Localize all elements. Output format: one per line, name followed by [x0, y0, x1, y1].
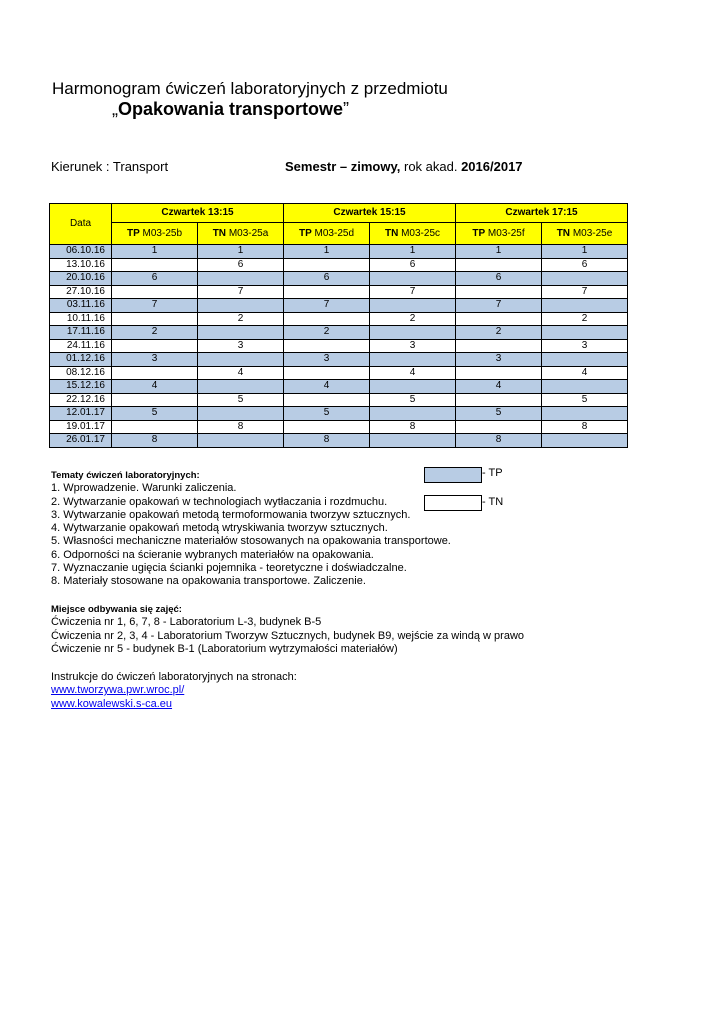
date-cell: 10.11.16 — [50, 312, 112, 326]
date-cell: 03.11.16 — [50, 299, 112, 313]
semestr-info — [285, 159, 523, 174]
date-cell: 06.10.16 — [50, 245, 112, 259]
session-cell: 5 — [198, 393, 284, 407]
column-code: M03-25b — [139, 227, 183, 239]
column-type: TP — [126, 227, 140, 239]
session-cell: 2 — [284, 326, 370, 340]
session-cell: 2 — [370, 312, 456, 326]
session-cell: 4 — [284, 380, 370, 394]
session-cell — [456, 312, 542, 326]
session-cell — [198, 353, 284, 367]
session-cell — [198, 380, 284, 394]
topic-item: 1. Wprowadzenie. Warunki zaliczenia. — [51, 482, 237, 495]
session-cell — [542, 299, 628, 313]
column-header — [370, 223, 456, 245]
session-cell — [370, 407, 456, 421]
session-cell: 7 — [198, 285, 284, 299]
date-cell: 15.12.16 — [50, 380, 112, 394]
session-cell: 1 — [198, 245, 284, 259]
session-cell — [542, 272, 628, 286]
column-header — [112, 223, 198, 245]
column-type: TP — [298, 227, 312, 239]
session-cell — [284, 285, 370, 299]
session-cell — [456, 258, 542, 272]
session-cell — [370, 434, 456, 448]
session-cell — [456, 339, 542, 353]
column-header — [456, 223, 542, 245]
date-cell: 08.12.16 — [50, 366, 112, 380]
session-cell: 1 — [284, 245, 370, 259]
column-type: TP — [472, 227, 486, 239]
session-cell — [370, 299, 456, 313]
table-row — [50, 339, 628, 353]
data-header: Data — [50, 204, 112, 245]
group-header: Czwartek 17:15 — [456, 204, 628, 223]
date-cell: 01.12.16 — [50, 353, 112, 367]
session-cell: 1 — [112, 245, 198, 259]
topic-item: 2. Wytwarzanie opakowań w technologiach wytłaczania i rozdmuchu. — [51, 495, 388, 508]
open-quote: „ — [112, 99, 118, 119]
session-cell — [542, 434, 628, 448]
session-cell: 6 — [370, 258, 456, 272]
table-row — [50, 353, 628, 367]
topic-item: 4. Wytwarzanie opakowań metodą wtryskiwania tworzyw sztucznych. — [51, 522, 388, 535]
date-cell: 26.01.17 — [50, 434, 112, 448]
date-cell: 20.10.16 — [50, 272, 112, 286]
table-row — [50, 326, 628, 340]
session-cell — [198, 407, 284, 421]
session-cell: 6 — [198, 258, 284, 272]
table-row — [50, 366, 628, 380]
column-code: M03-25e — [570, 227, 613, 239]
session-cell — [456, 393, 542, 407]
place-item: Ćwiczenie nr 5 - budynek B-1 (Laboratorium wytrzymałości materiałów) — [51, 642, 398, 655]
session-cell — [112, 258, 198, 272]
date-cell: 27.10.16 — [50, 285, 112, 299]
table-row — [50, 285, 628, 299]
session-cell — [542, 407, 628, 421]
session-cell: 3 — [198, 339, 284, 353]
session-cell — [284, 420, 370, 434]
session-cell: 4 — [198, 366, 284, 380]
session-cell — [284, 312, 370, 326]
session-cell: 7 — [112, 299, 198, 313]
topic-item: 3. Wytwarzanie opakowań metodą termoformowania tworzyw sztucznych. — [51, 508, 411, 521]
places-block — [51, 603, 524, 656]
date-cell: 13.10.16 — [50, 258, 112, 272]
session-cell: 3 — [542, 339, 628, 353]
session-cell: 3 — [112, 353, 198, 367]
session-cell: 2 — [456, 326, 542, 340]
session-cell: 6 — [112, 272, 198, 286]
session-cell — [370, 353, 456, 367]
session-cell — [112, 339, 198, 353]
session-cell: 4 — [542, 366, 628, 380]
subject-title — [112, 99, 349, 120]
session-cell — [456, 366, 542, 380]
column-header — [198, 223, 284, 245]
session-cell — [198, 272, 284, 286]
date-cell: 12.01.17 — [50, 407, 112, 421]
table-row — [50, 258, 628, 272]
session-cell — [284, 258, 370, 272]
kierunek: Kierunek : Transport — [51, 159, 169, 174]
rok-label: rok akad. — [400, 159, 462, 174]
instructions-text: Instrukcje do ćwiczeń laboratoryjnych na stronach: — [51, 671, 297, 683]
session-cell: 6 — [284, 272, 370, 286]
session-cell: 7 — [542, 285, 628, 299]
semestr-label: Semestr — [285, 159, 337, 174]
session-cell: 6 — [542, 258, 628, 272]
session-cell — [284, 366, 370, 380]
link-tworzywa[interactable]: www.tworzywa.pwr.wroc.pl/ — [51, 684, 185, 697]
table-row — [50, 407, 628, 421]
session-cell — [542, 326, 628, 340]
table-row — [50, 245, 628, 259]
session-cell: 1 — [456, 245, 542, 259]
session-cell: 8 — [112, 434, 198, 448]
session-cell: 6 — [456, 272, 542, 286]
date-cell: 24.11.16 — [50, 339, 112, 353]
session-cell: 2 — [112, 326, 198, 340]
legend-tn-label: - TN — [482, 496, 504, 508]
session-cell: 5 — [456, 407, 542, 421]
session-cell: 3 — [284, 353, 370, 367]
session-cell — [370, 272, 456, 286]
session-cell — [198, 326, 284, 340]
column-code: M03-25c — [398, 227, 441, 239]
place-item: Ćwiczenia nr 2, 3, 4 - Laboratorium Tworzyw Sztucznych, budynek B9, wejście za windą w prawo — [51, 629, 525, 642]
session-cell — [542, 380, 628, 394]
session-cell: 8 — [370, 420, 456, 434]
session-cell — [284, 393, 370, 407]
session-cell — [112, 312, 198, 326]
session-cell — [456, 285, 542, 299]
session-cell: 5 — [370, 393, 456, 407]
session-cell: 7 — [456, 299, 542, 313]
session-cell: 7 — [370, 285, 456, 299]
topics-block — [51, 469, 451, 589]
session-cell: 5 — [542, 393, 628, 407]
column-code: M03-25f — [485, 227, 525, 239]
column-header — [542, 223, 628, 245]
session-cell — [284, 339, 370, 353]
session-cell — [542, 353, 628, 367]
table-row — [50, 312, 628, 326]
close-quote: ” — [343, 99, 350, 119]
session-cell: 4 — [370, 366, 456, 380]
places-heading: Miejsce odbywania się zajęć: — [51, 604, 182, 615]
group-header: Czwartek 13:15 — [112, 204, 284, 223]
topic-item: 5. Własności mechaniczne materiałów stosowanych na opakowania transportowe. — [51, 535, 451, 548]
table-row — [50, 272, 628, 286]
link-kowalewski[interactable]: www.kowalewski.s-ca.eu — [51, 697, 173, 710]
table-row — [50, 434, 628, 448]
session-cell: 1 — [370, 245, 456, 259]
topic-item: 6. Odporności na ścieranie wybranych materiałów na opakowania. — [51, 548, 374, 561]
session-cell: 3 — [370, 339, 456, 353]
session-cell: 4 — [456, 380, 542, 394]
session-cell — [198, 299, 284, 313]
session-cell — [112, 393, 198, 407]
session-cell: 4 — [112, 380, 198, 394]
topic-item: 8. Materiały stosowane na opakowania transportowe. Zaliczenie. — [51, 575, 366, 588]
session-cell — [370, 380, 456, 394]
column-code: M03-25a — [226, 227, 269, 239]
legend-tp-label: - TP — [482, 467, 503, 479]
table-row — [50, 420, 628, 434]
date-cell: 17.11.16 — [50, 326, 112, 340]
topics-heading: Tematy ćwiczeń laboratoryjnych: — [51, 470, 200, 481]
session-cell: 3 — [456, 353, 542, 367]
column-type: TN — [556, 227, 571, 239]
session-cell: 2 — [542, 312, 628, 326]
instructions-block — [51, 671, 297, 711]
date-cell: 22.12.16 — [50, 393, 112, 407]
table-row — [50, 393, 628, 407]
rok-value: 2016/2017 — [461, 159, 523, 174]
semestr-value: – zimowy, — [336, 159, 401, 174]
column-code: M03-25d — [311, 227, 355, 239]
session-cell: 2 — [198, 312, 284, 326]
session-cell — [112, 285, 198, 299]
subject-name: Opakowania transportowe — [118, 99, 344, 119]
group-header: Czwartek 15:15 — [284, 204, 456, 223]
session-cell — [370, 326, 456, 340]
column-type: TN — [212, 227, 227, 239]
session-cell: 5 — [112, 407, 198, 421]
date-cell: 19.01.17 — [50, 420, 112, 434]
table-row — [50, 299, 628, 313]
table-row — [50, 380, 628, 394]
session-cell: 5 — [284, 407, 370, 421]
column-header — [284, 223, 370, 245]
session-cell: 8 — [542, 420, 628, 434]
session-cell — [112, 420, 198, 434]
document-title: Harmonogram ćwiczeń laboratoryjnych z przedmiotu — [52, 79, 448, 98]
topic-item: 7. Wyznaczanie ugięcia ścianki pojemnika - teoretyczne i doświadczalne. — [51, 562, 407, 575]
place-item: Ćwiczenia nr 1, 6, 7, 8 - Laboratorium L-3, budynek B-5 — [51, 616, 322, 629]
session-cell: 8 — [284, 434, 370, 448]
session-cell — [198, 434, 284, 448]
session-cell: 8 — [456, 434, 542, 448]
session-cell: 1 — [542, 245, 628, 259]
session-cell: 7 — [284, 299, 370, 313]
session-cell: 8 — [198, 420, 284, 434]
session-cell — [112, 366, 198, 380]
column-type: TN — [384, 227, 399, 239]
schedule-table — [49, 203, 628, 448]
session-cell — [456, 420, 542, 434]
